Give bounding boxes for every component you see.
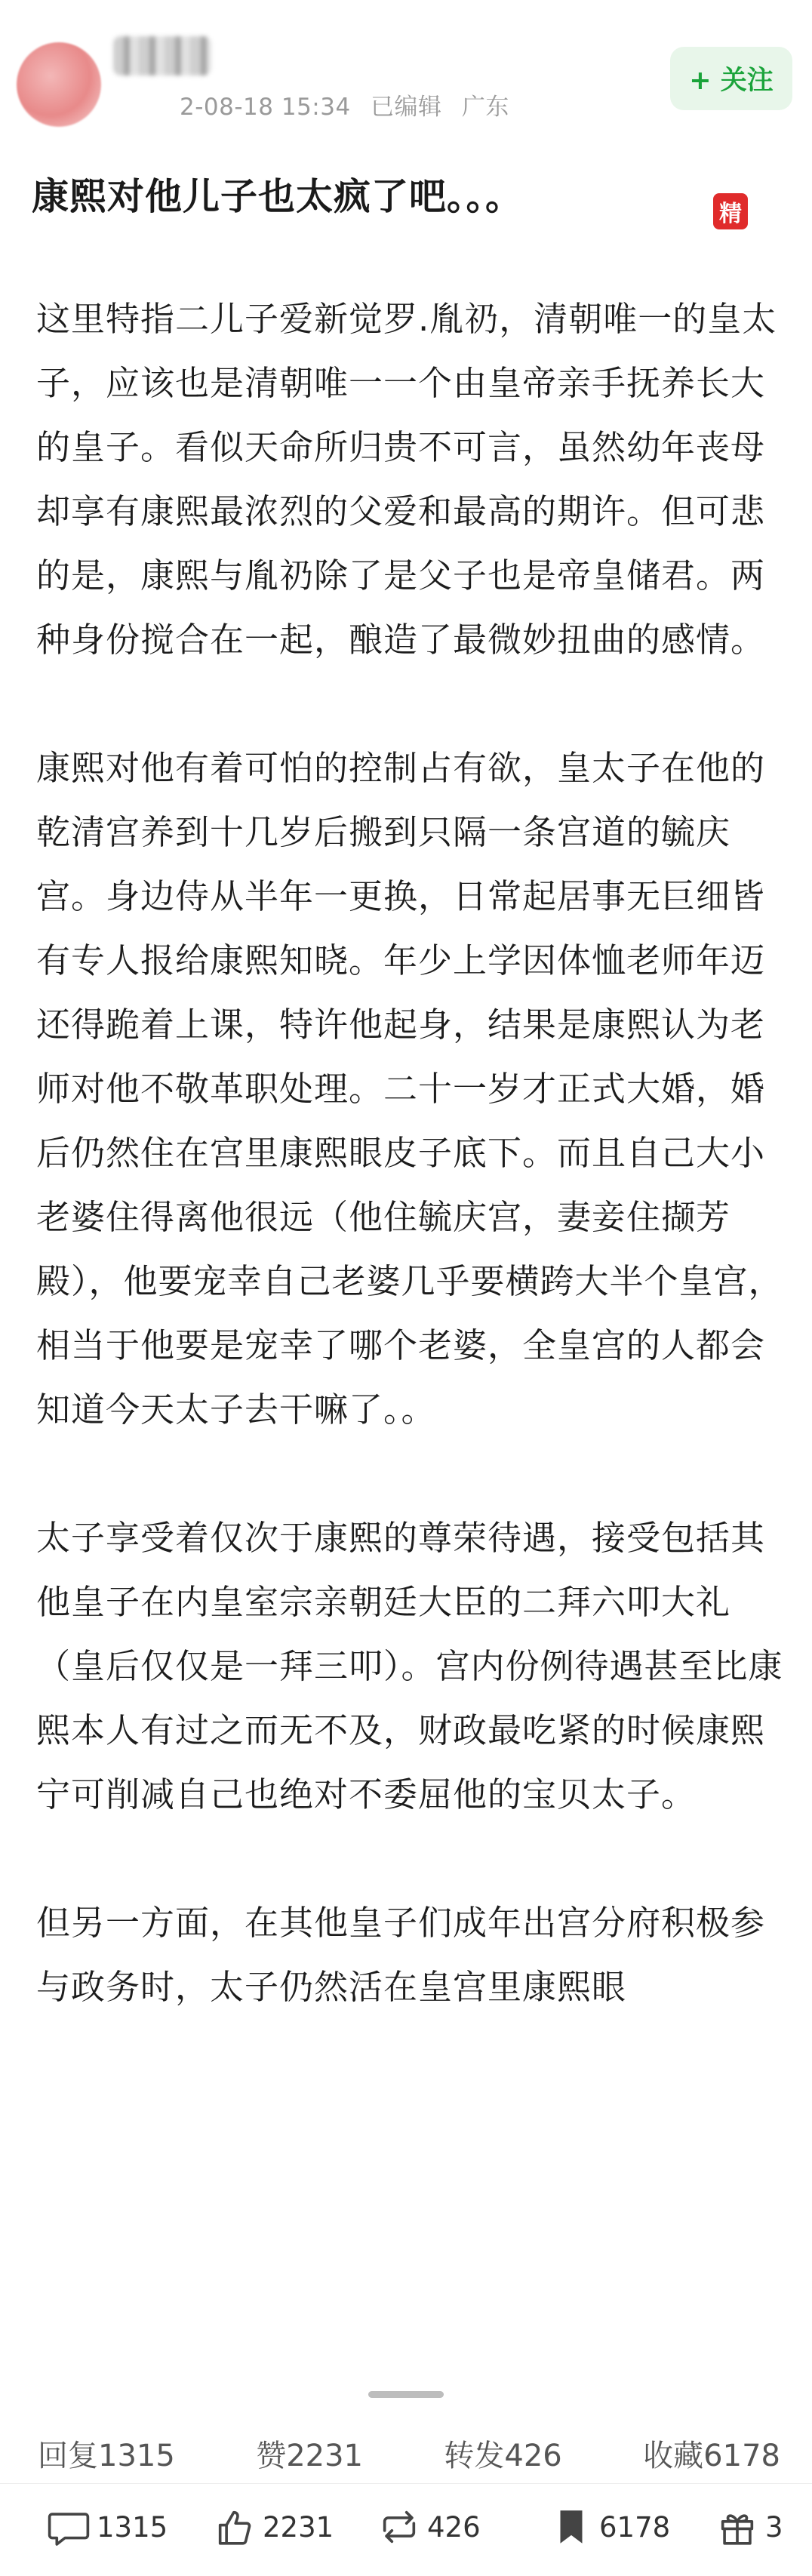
comment-count: 1315	[97, 2510, 168, 2544]
repost-count[interactable]: 转发426	[444, 2438, 562, 2473]
favorite-count-action: 6178	[599, 2510, 671, 2544]
post-title: 康熙对他儿子也太疯了吧。。。	[32, 175, 524, 218]
post-header	[0, 0, 812, 151]
like-count[interactable]: 赞2231	[256, 2438, 363, 2473]
gift-icon	[715, 2505, 759, 2549]
location-label: 广东	[461, 94, 509, 121]
paragraph: 这里特指二儿子爱新觉罗.胤礽，清朝唯一的皇太子，应该也是清朝唯一一个由皇帝亲手抚养长大的皇子。看似天命所归贵不可言，虽然幼年丧母却享有康熙最浓烈的父爱和最高的期许。但可悲的是，康熙与胤礽除了是父子也是帝皇储君。两种身份搅合在一起，酿造了最微妙扭曲的感情。	[36, 299, 777, 660]
favorite-button[interactable]	[549, 2505, 670, 2549]
like-count-action: 2231	[263, 2510, 334, 2544]
comment-button[interactable]	[47, 2505, 168, 2549]
bookmark-icon	[549, 2505, 593, 2549]
repost-count-action: 426	[427, 2510, 481, 2544]
paragraph: 康熙对他有着可怕的控制占有欲，皇太子在他的乾清宫养到十几岁后搬到只隔一条宫道的毓庆宫。身边侍从半年一更换，日常起居事无巨细皆有专人报给康熙知晓。年少上学因体恤老师年迈还得跪着上课，特许他起身，结果是康熙认为老师对他不敬革职处理。二十一岁才正式大婚，婚后仍然住在宫里康熙眼皮子底下。而且自己大小老婆住得离他很远（他住毓庆宫，妻妾住撷芳殿），他要宠幸自己老婆几乎要横跨大半个皇宫，相当于他要是宠幸了哪个老婆，全皇宫的人都会知道今天太子去干嘛了。。	[36, 748, 783, 1430]
post-body	[36, 287, 783, 2083]
paragraph: 太子享受着仅次于康熙的尊荣待遇，接受包括其他皇子在内皇室宗亲朝廷大臣的二拜六叩大礼（皇后仅仅是一拜三叩）。宫内份例待遇甚至比康熙本人有过之而无不及，财政最吃紧的时候康熙宁可削减自己也绝对不委屈他的宝贝太子。	[36, 1518, 783, 1814]
repost-button[interactable]	[377, 2505, 481, 2549]
gift-button[interactable]	[715, 2505, 783, 2549]
post-meta	[180, 88, 521, 122]
post-date: 2-08-18 15:34	[180, 94, 351, 121]
action-bar	[0, 2483, 812, 2576]
follow-button[interactable]: + 关注	[670, 47, 792, 110]
thumbs-up-icon	[213, 2505, 257, 2549]
favorite-count[interactable]: 收藏6178	[643, 2438, 780, 2473]
edited-label: 已编辑	[371, 94, 442, 121]
featured-badge: 精	[713, 193, 748, 229]
comment-icon	[47, 2505, 91, 2549]
username-blurred[interactable]	[113, 36, 211, 75]
like-button[interactable]	[213, 2505, 334, 2549]
paragraph: 但另一方面，在其他皇子们成年出宫分府积极参与政务时，太子仍然活在皇宫里康熙眼	[36, 1903, 766, 2007]
gift-count: 3	[765, 2510, 783, 2544]
avatar[interactable]	[17, 42, 101, 127]
repost-icon	[377, 2505, 421, 2549]
content-fade	[0, 2279, 812, 2393]
drag-handle[interactable]	[368, 2391, 444, 2398]
reply-count[interactable]: 回复1315	[38, 2438, 175, 2473]
